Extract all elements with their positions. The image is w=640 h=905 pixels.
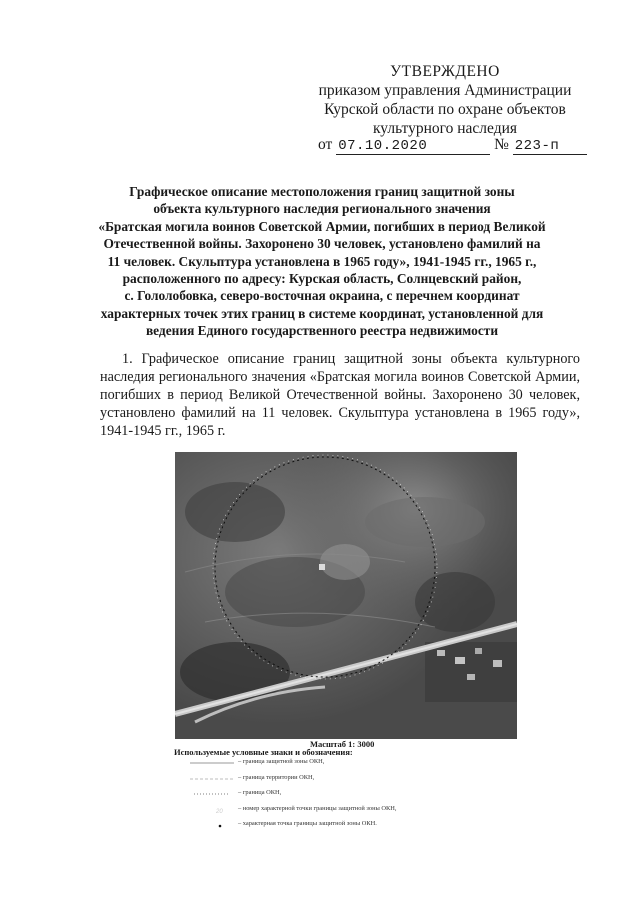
map-image: [175, 452, 517, 739]
legend-title: Используемые условные знаки и обозначения:: [174, 747, 353, 757]
map-scale: Масштаб 1: 3000: [310, 739, 375, 749]
title-line: Отечественной войны. Захоронено 30 человек, установлено фамилий на: [103, 236, 541, 252]
dashed-line-icon: [190, 776, 234, 782]
legend-label: – граница ОКН,: [238, 789, 282, 796]
legend-item: [174, 758, 454, 774]
legend-label: – номер характерной точки границы защитной зоны ОКН,: [238, 804, 397, 812]
svg-text:20: 20: [216, 808, 223, 813]
approval-stamp: [300, 62, 590, 138]
approval-heading: УТВЕРЖДЕНО: [390, 63, 500, 80]
title-line: объекта культурного наследия регионального значения: [153, 201, 491, 217]
approval-line-1: приказом управления Администрации: [318, 82, 572, 99]
order-from-label: от: [318, 136, 333, 153]
legend-item: [174, 774, 454, 790]
order-date: 07.10.2020: [336, 138, 490, 155]
order-number: 223-п: [513, 138, 587, 155]
title-line: расположенного по адресу: Курская область, Солнцевский район,: [122, 271, 522, 287]
legend-label: – граница защитной зоны ОКН,: [238, 758, 325, 765]
dotted-line-icon: [190, 791, 234, 797]
document-title: [80, 183, 564, 340]
satellite-map: [175, 452, 517, 739]
approval-line-2: Курской области по охране объектов: [324, 101, 566, 118]
legend-item: [174, 789, 454, 805]
section-paragraph: [100, 350, 580, 440]
point-dot-icon: [190, 822, 234, 828]
paragraph-text: 1. Графическое описание границ защитной зоны объекта культурного наследия регионального значения «Братская могила воинов Советской Армии, погибших в период Великой Отечественной войны. Захоронено 30 человек, установлено фамилий на 11 человек. Скульптура установлена в 1965 году», 1941-1945 гг., 1965 г.: [100, 351, 580, 439]
order-reference: [318, 136, 578, 155]
title-line: ведения Единого государственного реестра недвижимости: [145, 323, 499, 339]
approval-line-3: культурного наследия: [372, 120, 518, 137]
map-legend: [174, 758, 454, 836]
title-line: Графическое описание местоположения границ защитной зоны: [129, 184, 515, 199]
legend-item: [174, 820, 454, 836]
title-line: 11 человек. Скульптура установлена в 1965 году», 1941-1945 гг., 1965 г.,: [107, 253, 537, 269]
point-number-icon: [190, 807, 234, 813]
title-line: с. Гололобовка, северо-восточная окраина, с перечнем координат: [124, 288, 520, 304]
legend-label: – характерная точка границы защитной зоны ОКН.: [238, 820, 377, 827]
legend-label: – граница территории ОКН,: [238, 773, 315, 781]
legend-item: [174, 805, 454, 821]
title-line: характерных точек этих границ в системе координат, установленной для: [100, 305, 544, 321]
title-line: «Братская могила воинов Советской Армии, погибших в период Великой: [98, 218, 546, 234]
solid-line-icon: [190, 760, 234, 766]
order-number-label: №: [494, 136, 509, 153]
